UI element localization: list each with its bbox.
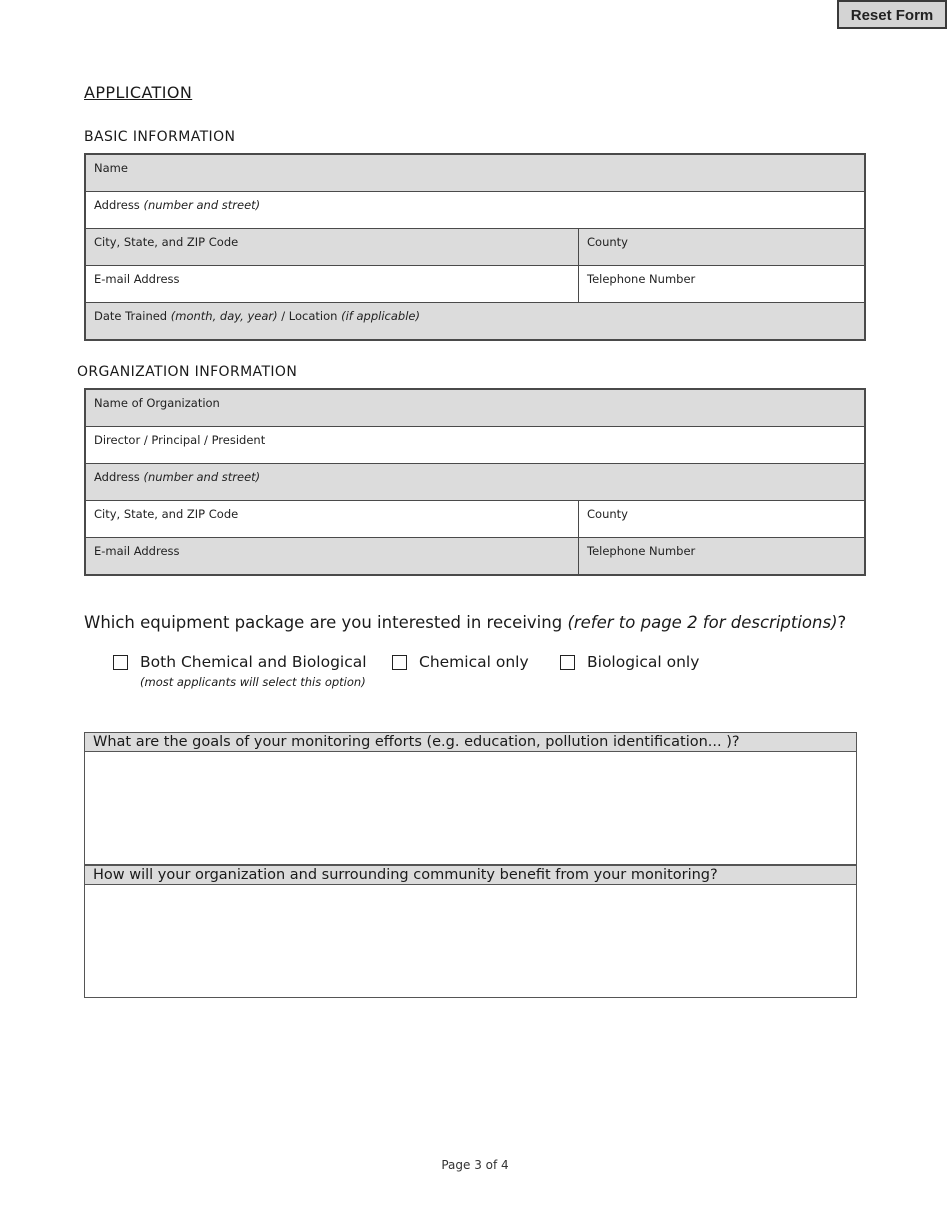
org-address-field[interactable] [86,464,864,500]
date-label: Date Trained [94,309,168,323]
option-note: (most applicants will select this option) [140,675,366,689]
date-hint: (month, day, year) [170,309,278,323]
basic-info-heading: BASIC INFORMATION [84,129,236,145]
county-field[interactable] [579,229,864,265]
location-hint: (if applicable) [341,309,420,323]
city-county-row [86,228,864,265]
address-hint: (number and street) [143,198,261,212]
address-label: Address [94,198,140,212]
option-both[interactable] [113,653,367,671]
equipment-question [84,613,846,632]
option-biological[interactable] [560,653,699,671]
org-address-label: Address [94,470,140,484]
name-label: Name [94,161,128,175]
email-field[interactable] [86,266,579,302]
equipment-question-text: Which equipment package are you interested in receiving [84,613,568,632]
org-name-row[interactable] [86,390,864,426]
benefit-question: How will your organization and surrounding community benefit from your monitoring? [85,866,856,885]
director-field[interactable] [86,427,864,463]
org-phone-label: Telephone Number [587,544,696,558]
equipment-question-hint: (refer to page 2 for descriptions) [567,613,838,632]
benefit-answer-field[interactable] [85,885,856,997]
page-number: Page 3 of 4 [441,1158,509,1172]
benefit-box [84,865,857,998]
org-email-phone-row [86,537,864,574]
org-email-label: E-mail Address [94,544,180,558]
phone-label: Telephone Number [587,272,696,286]
city-label: City, State, and ZIP Code [94,235,239,249]
goals-answer-field[interactable] [85,752,856,864]
org-county-label: County [587,507,628,521]
date-location-row[interactable] [86,302,864,339]
page-title: APPLICATION [84,83,193,102]
address-row[interactable] [86,191,864,228]
both-checkbox[interactable] [113,655,128,670]
org-city-field[interactable] [86,501,579,537]
director-row[interactable] [86,426,864,463]
city-field[interactable] [86,229,579,265]
name-row[interactable] [86,155,864,191]
director-label: Director / Principal / President [94,433,266,447]
date-location-field[interactable] [86,303,864,339]
org-county-field[interactable] [579,501,864,537]
org-name-field[interactable] [86,390,864,426]
both-label: Both Chemical and Biological [140,653,367,671]
org-city-county-row [86,500,864,537]
org-city-label: City, State, and ZIP Code [94,507,239,521]
goals-box [84,732,857,865]
biological-label: Biological only [587,653,700,671]
chemical-checkbox[interactable] [392,655,407,670]
org-info-table [84,388,866,576]
org-name-label: Name of Organization [94,396,220,410]
org-email-field[interactable] [86,538,579,574]
county-label: County [587,235,628,249]
org-phone-field[interactable] [579,538,864,574]
email-phone-row [86,265,864,302]
phone-field[interactable] [579,266,864,302]
reset-form-button[interactable]: Reset Form [837,0,947,29]
address-field[interactable] [86,192,864,228]
org-address-row[interactable] [86,463,864,500]
biological-checkbox[interactable] [560,655,575,670]
chemical-label: Chemical only [419,653,529,671]
location-label: / Location [277,309,342,323]
name-field[interactable] [86,155,864,191]
equipment-question-end: ? [837,613,847,632]
email-label: E-mail Address [94,272,180,286]
org-address-hint: (number and street) [143,470,261,484]
basic-info-table [84,153,866,341]
org-info-heading: ORGANIZATION INFORMATION [77,364,298,380]
option-chemical[interactable] [392,653,529,671]
goals-question: What are the goals of your monitoring efforts (e.g. education, pollution identification... )? [85,733,856,752]
